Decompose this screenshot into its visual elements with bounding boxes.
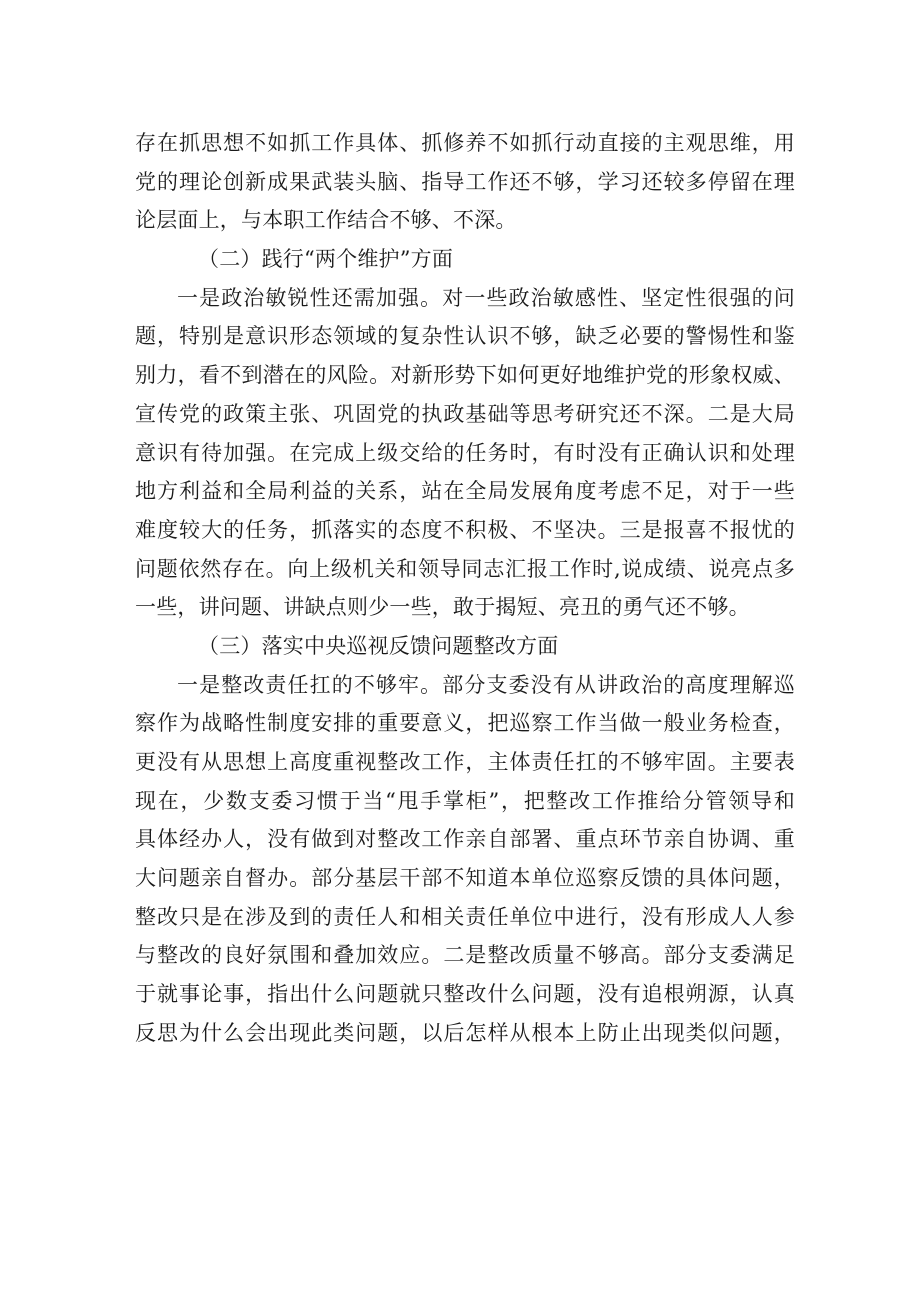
text-line: 论层面上，与本职工作结合不够、不深。 [135,208,517,233]
text-line: 一是政治敏锐性还需加强。对一些政治敏感性、坚定性很强的问 [177,285,795,310]
text-line: 与整改的良好氛围和叠加效应。二是整改质量不够高。部分支委满足 [135,943,795,968]
text-line: 察作为战略性制度安排的重要意义，把巡察工作当做一般业务检查， [135,711,795,736]
document-body [135,124,795,1053]
text-line: 地方利益和全局利益的关系，站在全局发展角度考虑不足，对于一些 [135,479,795,504]
text-line: 题，特别是意识形态领域的复杂性认识不够，缺乏必要的警惕性和鉴 [135,324,795,349]
text-line: 现在，少数支委习惯于当“甩手掌柜”，把整改工作推给分管领导和 [135,788,795,813]
text-line: 难度较大的任务，抓落实的态度不积极、不坚决。三是报喜不报忧的 [135,517,795,542]
text-line: 问题依然存在。向上级机关和领导同志汇报工作时,说成绩、说亮点多 [135,556,795,581]
text-line: 党的理论创新成果武装头脑、指导工作还不够，学习还较多停留在理 [135,169,795,194]
text-line: 宣传党的政策主张、巩固党的执政基础等思考研究还不深。二是大局 [135,401,795,426]
text-line: 更没有从思想上高度重视整改工作，主体责任扛的不够牢固。主要表 [135,750,795,774]
text-line: 大问题亲自督办。部分基层干部不知道本单位巡察反馈的具体问题， [135,866,795,891]
text-line: 反思为什么会出现此类问题，以后怎样从根本上防止出现类似问题， [135,1020,795,1045]
text-line: 具体经办人，没有做到对整改工作亲自部署、重点环节亲自协调、重 [135,827,795,852]
text-line: 整改只是在涉及到的责任人和相关责任单位中进行，没有形成人人参 [135,904,795,929]
text-line: 存在抓思想不如抓工作具体、抓修养不如抓行动直接的主观思维，用 [135,131,795,155]
text-line: 于就事论事，指出什么问题就只整改什么问题，没有追根朔源，认真 [135,982,795,1007]
text-line: 意识有待加强。在完成上级交给的任务时，有时没有正确认识和处理 [135,440,795,465]
text-line: 一些，讲问题、讲缺点则少一些，敢于揭短、亮丑的勇气还不够。 [135,595,750,620]
section-heading: （二）践行“两个维护”方面 [198,247,454,272]
text-line: 一是整改责任扛的不够牢。部分支委没有从讲政治的高度理解巡 [177,672,795,697]
text-line: 别力，看不到潜在的风险。对新形势下如何更好地维护党的形象权威、 [135,363,795,388]
section-heading: （三）落实中央巡视反馈问题整改方面 [198,633,559,658]
